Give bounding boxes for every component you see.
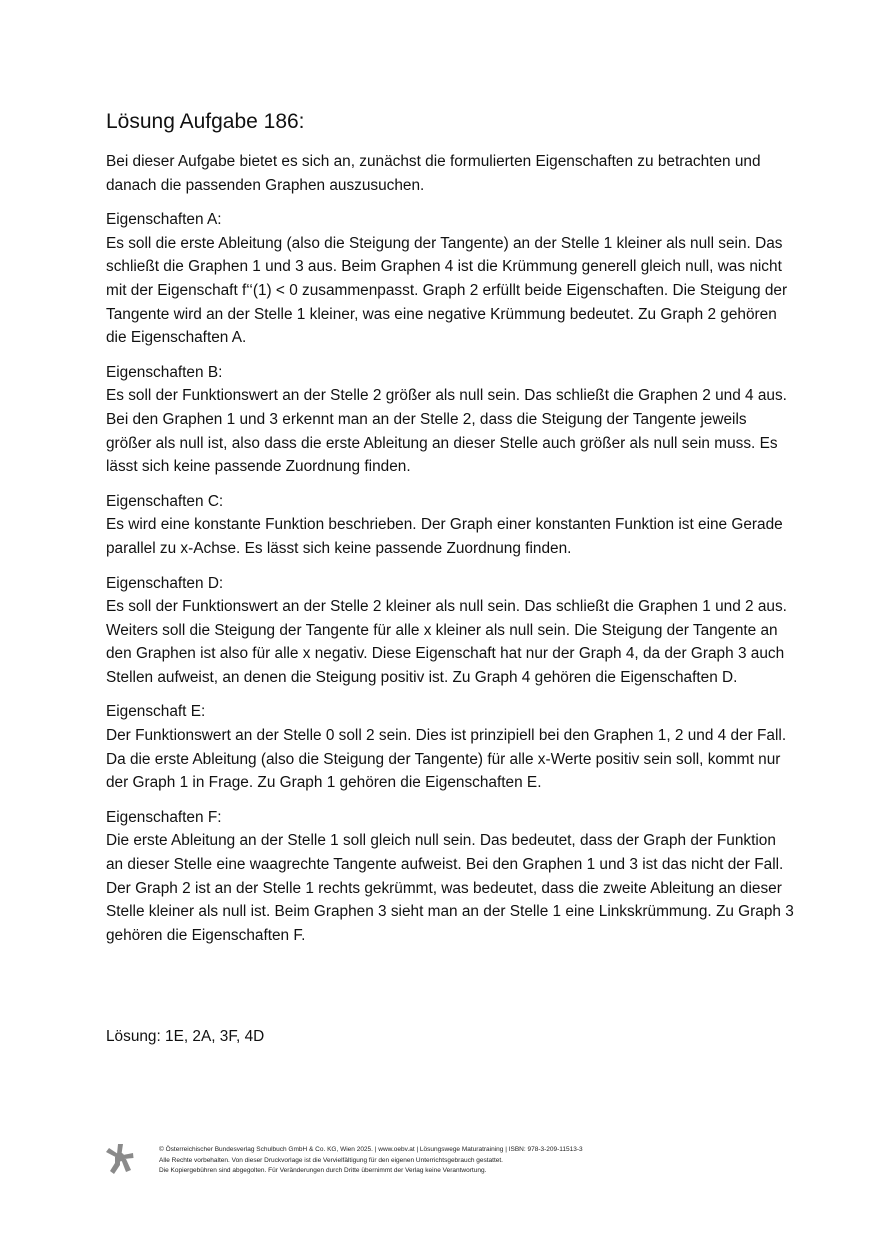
section-heading: Eigenschaften A:	[106, 211, 222, 229]
footer-disclaimer: Die Kopiergebühren sind abgegolten. Für Veränderungen durch Dritte übernimmt der Verlag keine Verantwortung.	[159, 1167, 487, 1174]
section-d	[106, 572, 796, 690]
section-f	[106, 806, 796, 948]
section-text: Es soll der Funktionswert an der Stelle 2 größer als null sein. Das schließt die Graphen 2 und 4 aus. Bei den Graphen 1 und 3 erkennt man an der Stelle 2, dass die Steigung der Tangente jeweils größer als null ist, also dass die erste Ableitung an dieser Stelle auch größer als null sein muss. Es lässt sich keine passende Zuordnung finden.	[106, 387, 787, 476]
section-heading: Eigenschaft E:	[106, 703, 206, 721]
section-b	[106, 361, 796, 479]
section-heading: Eigenschaften B:	[106, 363, 223, 381]
section-a	[106, 208, 796, 350]
section-heading: Eigenschaften C:	[106, 492, 224, 510]
solution-line: Lösung: 1E, 2A, 3F, 4D	[106, 1028, 265, 1045]
page-title: Lösung Aufgabe 186:	[106, 110, 305, 133]
section-c	[106, 490, 796, 561]
section-text: Es wird eine konstante Funktion beschrieben. Der Graph einer konstanten Funktion ist eine Gerade parallel zu x-Achse. Es lässt sich keine passende Zuordnung finden.	[106, 516, 783, 557]
intro-paragraph: Bei dieser Aufgabe bietet es sich an, zunächst die formulierten Eigenschaften zu betrachten und danach die passenden Graphen auszusuchen.	[106, 153, 761, 194]
section-text: Die erste Ableitung an der Stelle 1 soll gleich null sein. Das bedeutet, dass der Graph der Funktion an dieser Stelle eine waagrechte Tangente aufweist. Bei den Graphen 1 und 3 ist das nicht der Fall. Der Graph 2 ist an der Stelle 1 rechts gekrümmt, was bedeutet, dass die zweite Ableitung an dieser Stelle kleiner als null ist. Beim Graphen 3 sieht man an der Stelle 1 eine Linkskrümmung. Zu Graph 3 gehören die Eigenschaften F.	[106, 832, 794, 944]
publisher-logo-icon	[106, 1143, 134, 1175]
footer-text	[159, 1145, 583, 1177]
document-page	[106, 108, 796, 958]
section-text: Es soll der Funktionswert an der Stelle 2 kleiner als null sein. Das schließt die Graphen 1 und 2 aus. Weiters soll die Steigung der Tangente für alle x kleiner als null sein. Die Steigung der Tangente an den Graphen ist also für alle x negativ. Diese Eigenschaft hat nur der Graph 4, da der Graph 3 auch Stellen aufweist, an denen die Steigung positiv ist. Zu Graph 4 gehören die Eigenschaften D.	[106, 598, 787, 686]
page-footer	[106, 1143, 806, 1183]
section-heading: Eigenschaften F:	[106, 808, 222, 826]
section-text: Der Funktionswert an der Stelle 0 soll 2 sein. Dies ist prinzipiell bei den Graphen 1, 2 und 4 der Fall. Da die erste Ableitung (also die Steigung der Tangente) für alle x-Werte positiv sein soll, kommt nur der Graph 1 in Frage. Zu Graph 1 gehören die Eigenschaften E.	[106, 727, 787, 792]
footer-copyright: © Österreichischer Bundesverlag Schulbuch GmbH & Co. KG, Wien 2025. | www.oebv.at | Lösungswege Maturatraining | ISBN: 978-3-209-11513-3	[159, 1146, 583, 1153]
section-text: Es soll die erste Ableitung (also die Steigung der Tangente) an der Stelle 1 kleiner als null sein. Das schließt die Graphen 1 und 3 aus. Beim Graphen 4 ist die Krümmung generell gleich null, was nicht mit der Eigenschaft f‘‘(1) < 0 zusammenpasst. Graph 2 erfüllt beide Eigenschaften. Die Steigung der Tangente wird an der Stelle 1 kleiner, was eine negative Krümmung bedeutet. Zu Graph 2 gehören die Eigenschaften A.	[106, 234, 788, 347]
section-e	[106, 700, 796, 794]
section-heading: Eigenschaften D:	[106, 574, 224, 592]
footer-rights: Alle Rechte vorbehalten. Von dieser Druckvorlage ist die Vervielfältigung für den eigenen Unterrichtsgebrauch gestattet.	[159, 1156, 503, 1164]
